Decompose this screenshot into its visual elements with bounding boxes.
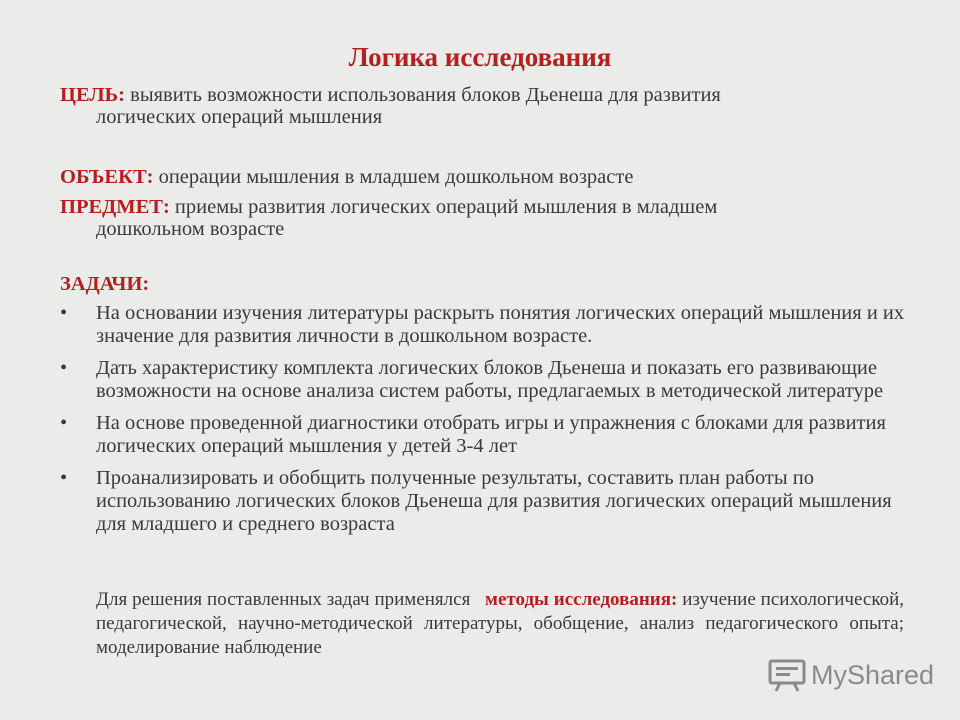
goal-text-line2: логических операций мышления — [96, 106, 383, 128]
tasks-list — [60, 302, 910, 545]
methods-text: изучение психологической, педагогической, научно-методической литературы, обобщение, анализ педагогического опыта; моделирование наблюдение — [96, 589, 904, 658]
subject-text-line1: приемы развития логических операций мышления в младшем — [174, 196, 718, 218]
subject-label: ПРЕДМЕТ: — [60, 196, 170, 218]
tasks-heading — [60, 273, 900, 295]
methods-intro: Для решения поставленных задач применялся — [96, 589, 471, 610]
goal-text-line1: выявить возможности использования блоков Дьенеша для развития — [130, 84, 721, 106]
methods-paragraph — [96, 588, 904, 660]
list-item: • Дать характеристику комплекта логических блоков Дьенеша и показать его развивающие возможности на основе анализа систем работы, предлагаемых в методической литературе — [60, 357, 910, 403]
list-item: • Проанализировать и обобщить полученные результаты, составить план работы по использованию логических блоков Дьенеша для развития логических операций мышления для младшего и среднего возраста — [60, 467, 910, 536]
subject-section — [60, 196, 900, 240]
object-text: операции мышления в младшем дошкольном возрасте — [158, 166, 634, 188]
list-item: • На основе проведенной диагностики отобрать игры и упражнения с блоками для развития логических операций мышления у детей 3-4 лет — [60, 412, 910, 458]
watermark-text: MyShared — [811, 659, 935, 690]
goal-label: ЦЕЛЬ: — [60, 84, 126, 106]
list-item: • На основании изучения литературы раскрыть понятия логических операций мышления и их значение для развития личности в дошкольном возрасте. — [60, 302, 910, 348]
tasks-label: ЗАДАЧИ: — [60, 273, 150, 295]
methods-label: методы исследования: — [485, 589, 678, 610]
page-title: Логика исследования — [348, 42, 612, 72]
object-section — [60, 166, 900, 188]
watermark — [767, 655, 934, 695]
goal-section — [60, 84, 900, 128]
object-label: ОБЪЕКТ: — [60, 166, 154, 188]
subject-text-line2: дошкольном возрасте — [96, 218, 285, 240]
presentation-board-icon — [767, 657, 807, 693]
